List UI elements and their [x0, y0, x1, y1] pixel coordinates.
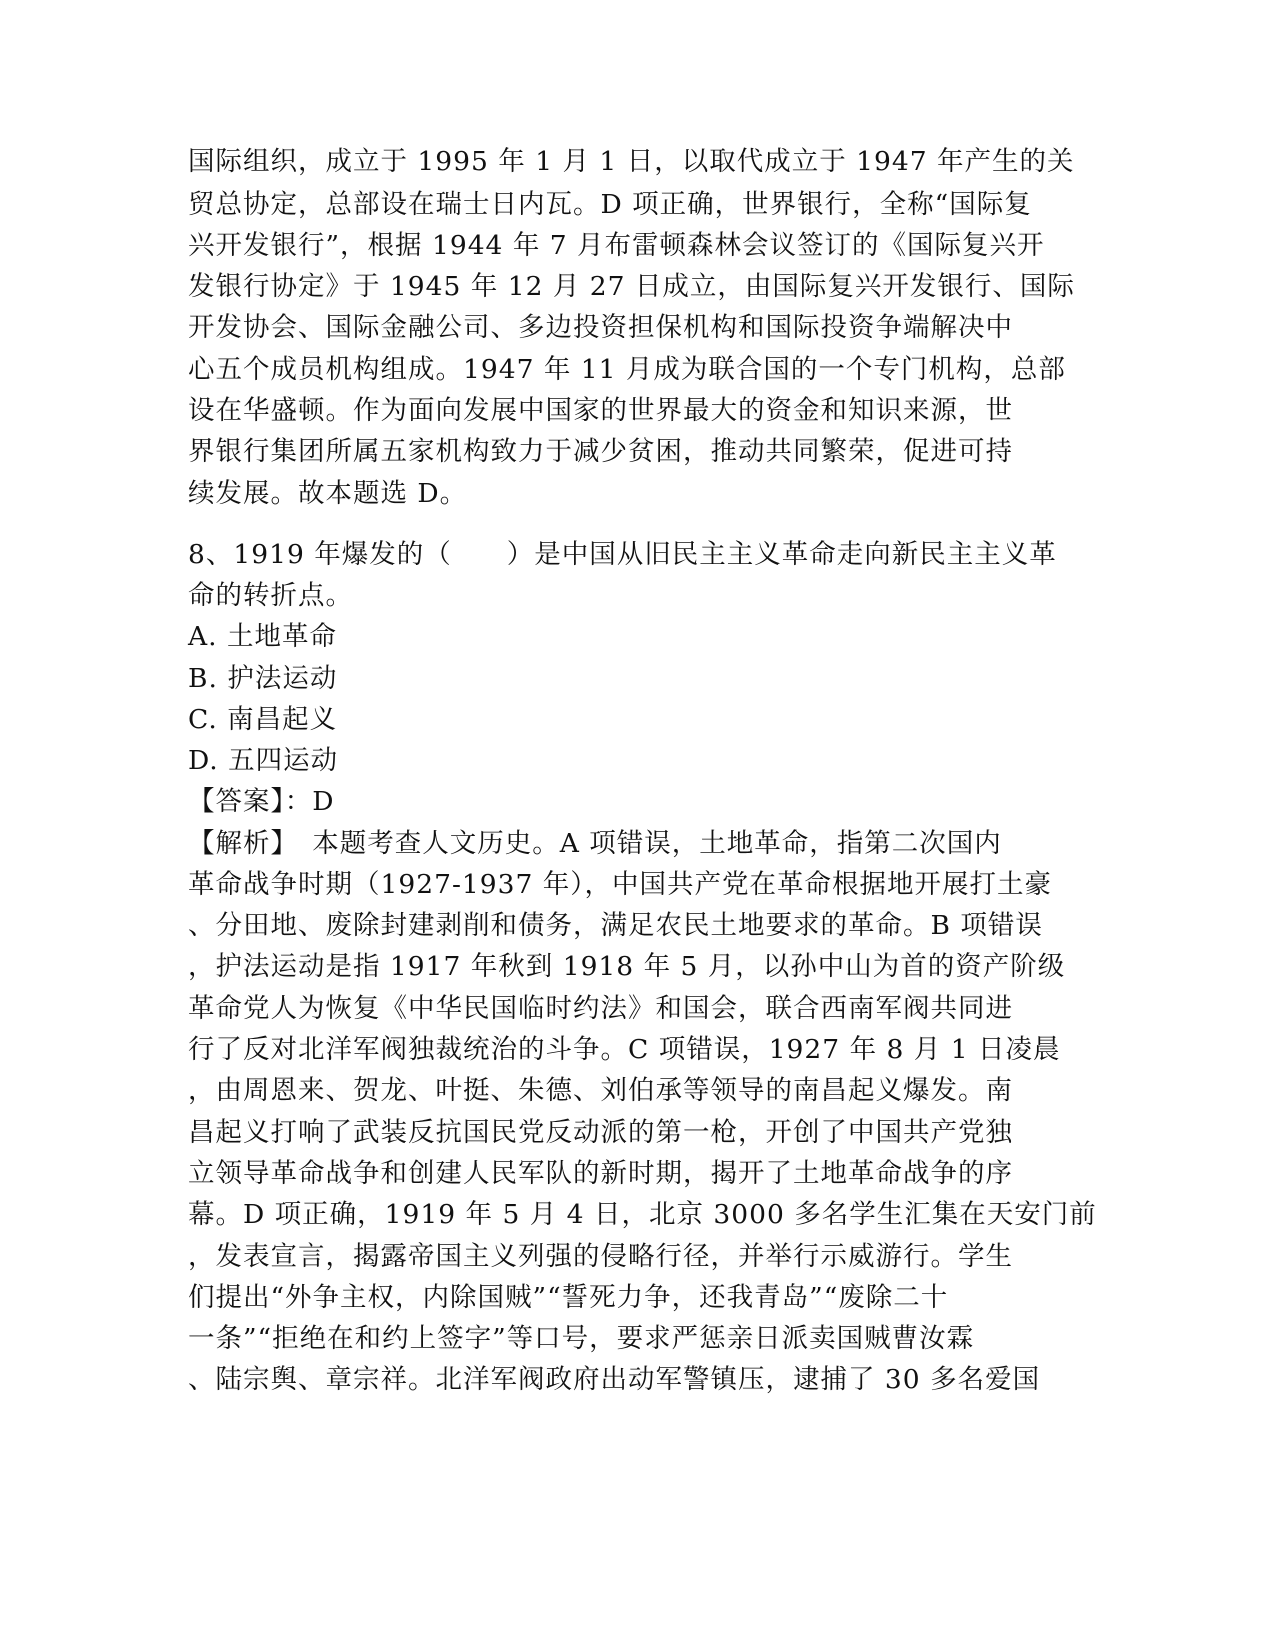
analysis-line: 幕。D 项正确，1919 年 5 月 4 日，北京 3000 多名学生汇集在天安门前 [188, 1199, 1097, 1230]
analysis-line: ，护法运动是指 1917 年秋到 1918 年 5 月，以孙中山为首的资产阶级 [188, 951, 1066, 982]
paragraph-line: 开发协会、国际金融公司、多边投资担保机构和国际投资争端解决中 [188, 312, 1013, 343]
analysis-line: 昌起义打响了武装反抗国民党反动派的第一枪，开创了中国共产党独 [188, 1117, 1013, 1148]
analysis-line: 革命党人为恢复《中华民国临时约法》和国会，联合西南军阀共同进 [188, 993, 1013, 1024]
paragraph-line: 兴开发银行”，根据 1944 年 7 月布雷顿森林会议签订的《国际复兴开 [188, 230, 1045, 261]
paragraph-line: 界银行集团所属五家机构致力于减少贫困，推动共同繁荣，促进可持 [188, 436, 1013, 467]
paragraph-line: 国际组织，成立于 1995 年 1 月 1 日，以取代成立于 1947 年产生的关 [188, 146, 1075, 177]
analysis-line: 、陆宗舆、章宗祥。北洋军阀政府出动军警镇压，逮捕了 30 多名爱国 [188, 1364, 1041, 1395]
analysis-line: ，由周恩来、贺龙、叶挺、朱德、刘伯承等领导的南昌起义爆发。南 [188, 1075, 1013, 1106]
option-d: D. 五四运动 [188, 745, 339, 776]
analysis-line: 行了反对北洋军阀独裁统治的斗争。C 项错误，1927 年 8 月 1 日凌晨 [188, 1034, 1061, 1065]
paragraph-line: 发银行协定》于 1945 年 12 月 27 日成立，由国际复兴开发银行、国际 [188, 271, 1075, 302]
analysis-line: 一条”“拒绝在和约上签字”等口号，要求严惩亲日派卖国贼曹汝霖 [188, 1323, 975, 1354]
analysis-line: 立领导革命战争和创建人民军队的新时期，揭开了土地革命战争的序 [188, 1158, 1013, 1189]
answer-label: 【答案】：D [188, 786, 335, 817]
option-a: A. 土地革命 [188, 621, 337, 652]
option-b: B. 护法运动 [188, 663, 338, 694]
paragraph-line: 续发展。故本题选 D。 [188, 478, 468, 509]
analysis-line: 们提出“外争主权，内除国贼”“誓死力争，还我青岛”“废除二十 [188, 1282, 949, 1313]
analysis-line: ，发表宣言，揭露帝国主义列强的侵略行径，并举行示威游行。学生 [188, 1241, 1013, 1272]
analysis-line: 革命战争时期（1927-1937 年），中国共产党在革命根据地开展打土豪 [188, 869, 1053, 900]
question-text: 命的转折点。 [188, 580, 353, 611]
paragraph-line: 贸总协定，总部设在瑞士日内瓦。D 项正确，世界银行，全称“国际复 [188, 189, 1032, 220]
analysis-line: 【解析】 本题考查人文历史。A 项错误，土地革命，指第二次国内 [188, 828, 1002, 859]
paragraph-line: 心五个成员机构组成。1947 年 11 月成为联合国的一个专门机构，总部 [188, 354, 1066, 385]
option-c: C. 南昌起义 [188, 704, 338, 735]
question-text: 8、1919 年爆发的（ ）是中国从旧民主主义革命走向新民主主义革 [188, 539, 1057, 570]
paragraph-line: 设在华盛顿。作为面向发展中国家的世界最大的资金和知识来源，世 [188, 395, 1013, 426]
analysis-line: 、分田地、废除封建剥削和债务，满足农民土地要求的革命。B 项错误 [188, 910, 1043, 941]
